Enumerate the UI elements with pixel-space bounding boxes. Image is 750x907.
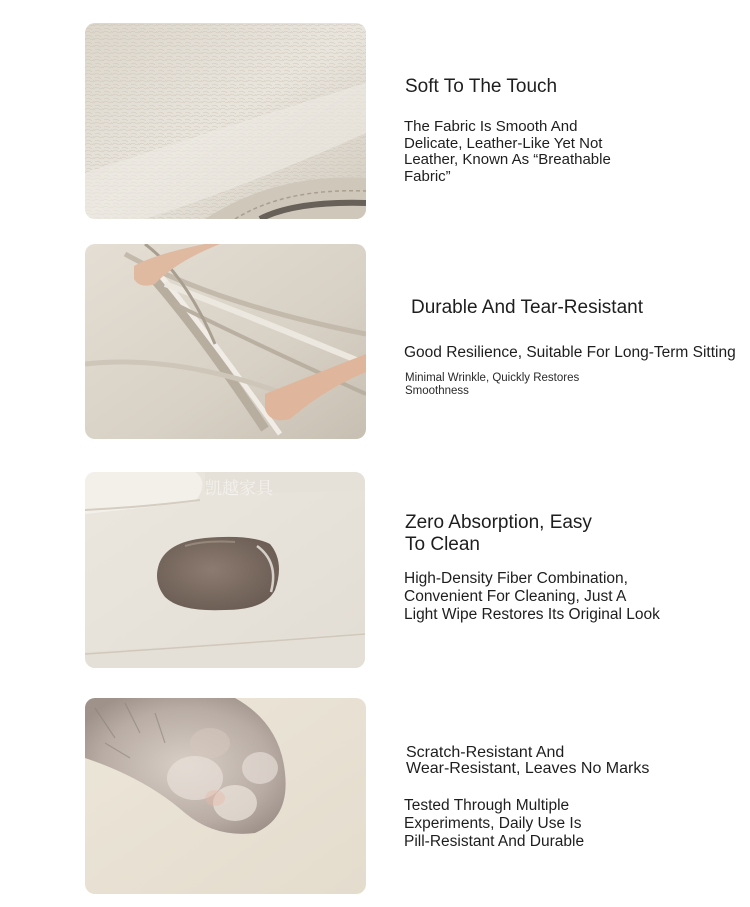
feature-description: High-Density Fiber Combination, Convenient For Cleaning, Just A Light Wipe Restores Its Original Look (404, 570, 660, 623)
feature-description: Good Resilience, Suitable For Long-Term Sitting (404, 344, 736, 361)
hands-stretching-fabric-photo (85, 244, 366, 439)
leather-texture-photo (85, 23, 366, 219)
cat-paw-on-fabric-photo (85, 698, 366, 894)
feature-title: Zero Absorption, Easy To Clean (405, 512, 592, 555)
svg-text:凯越家具: 凯越家具 (205, 479, 273, 499)
feature-title: Soft To The Touch (405, 76, 558, 97)
feature-description: The Fabric Is Smooth And Delicate, Leather-Like Yet Not Leather, Known As “Breathable Fabric” (404, 118, 611, 185)
feature-description: Tested Through Multiple Experiments, Daily Use Is Pill-Resistant And Durable (404, 797, 585, 850)
feature-note: Minimal Wrinkle, Quickly Restores Smoothness (405, 372, 580, 397)
liquid-on-fabric-photo (85, 472, 365, 668)
feature-title: Durable And Tear-Resistant (411, 297, 643, 318)
feature-title: Scratch-Resistant And Wear-Resistant, Leaves No Marks (406, 744, 650, 777)
